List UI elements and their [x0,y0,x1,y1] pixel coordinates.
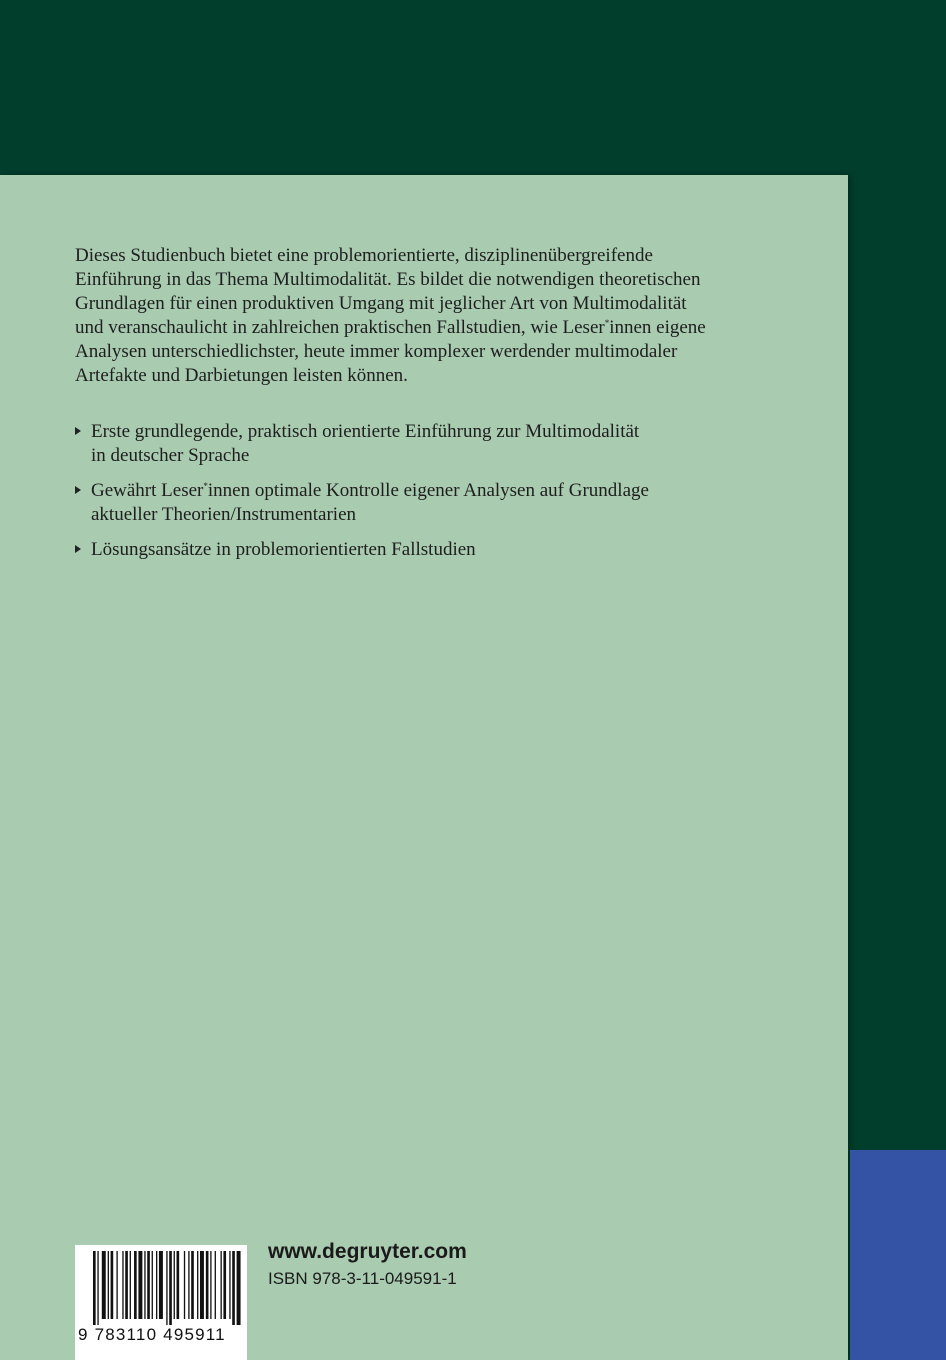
blurb-line: Artefakte und Darbietungen leisten können. [75,365,408,386]
feature-line: Gewährt Leser*innen optimale Kontrolle eigener Analysen auf Grundlage [91,480,649,501]
barcode-bar [210,1251,211,1319]
blurb-text [75,244,775,388]
barcode-bar [166,1251,167,1325]
barcode-bar [108,1251,109,1319]
barcode-bar [116,1251,117,1319]
barcode-bar [197,1251,198,1319]
barcode-bar [188,1251,189,1319]
barcode-bar [93,1251,96,1325]
feature-item [75,479,775,527]
barcode-bar [232,1251,235,1325]
barcode-bar [174,1251,175,1319]
feature-line: aktueller Theorien/Instrumentarien [91,504,357,525]
barcode [75,1245,247,1360]
feature-line: Lösungsansätze in problemorientierten Fallstudien [91,539,476,560]
feature-list [75,420,775,573]
barcode-digits: 9 783110 495911 [78,1325,226,1344]
blue-accent-strip [850,1150,946,1360]
blurb-line: und veranschaulicht in zahlreichen praktischen Fallstudien, wie Leser*innen eigene [75,317,706,338]
barcode-bar [223,1251,226,1319]
feature-item [75,420,775,468]
barcode-bar [125,1251,128,1319]
barcode-bar [184,1251,185,1319]
barcode-bar [147,1251,150,1319]
barcode-bar [169,1251,172,1325]
barcode-bar [144,1251,145,1319]
publisher-url[interactable]: www.degruyter.com [268,1240,467,1263]
blurb-line: Analysen unterschiedlichster, heute immer komplexer werdender multimodaler [75,341,678,362]
barcode-bars [93,1251,241,1325]
blurb-line: Einführung in das Thema Multimodalität. Es bildet die notwendigen theoretischen [75,269,701,290]
barcode-bar [177,1251,180,1319]
feature-item [75,538,775,562]
blurb-line: Dieses Studienbuch bietet eine problemorientierte, disziplinenübergreifende [75,245,653,266]
isbn-number: ISBN 978-3-11-049591-1 [268,1269,457,1288]
blurb-line: Grundlagen für einen produktiven Umgang mit jeglicher Art von Multimodalität [75,293,687,314]
barcode-bar [191,1251,194,1319]
barcode-bar [111,1251,114,1319]
barcode-bar [159,1251,163,1319]
feature-line: in deutscher Sprache [91,445,250,466]
barcode-bar [138,1251,142,1319]
triangle-right-icon [75,486,81,494]
barcode-bar [102,1251,106,1319]
barcode-bar [215,1251,216,1319]
barcode-bar [134,1251,137,1319]
barcode-bar [220,1251,221,1319]
triangle-right-icon [75,427,81,435]
barcode-bar [206,1251,209,1319]
barcode-bar [152,1251,153,1319]
barcode-bar [122,1251,123,1319]
feature-line: Erste grundlegende, praktisch orientierte Einführung zur Multimodalität [91,421,640,442]
barcode-bar [200,1251,204,1319]
triangle-right-icon [75,545,81,553]
barcode-bar [130,1251,131,1319]
barcode-bar [237,1251,241,1325]
barcode-bar [156,1251,157,1319]
barcode-bar [229,1251,230,1319]
barcode-bar [97,1251,98,1325]
